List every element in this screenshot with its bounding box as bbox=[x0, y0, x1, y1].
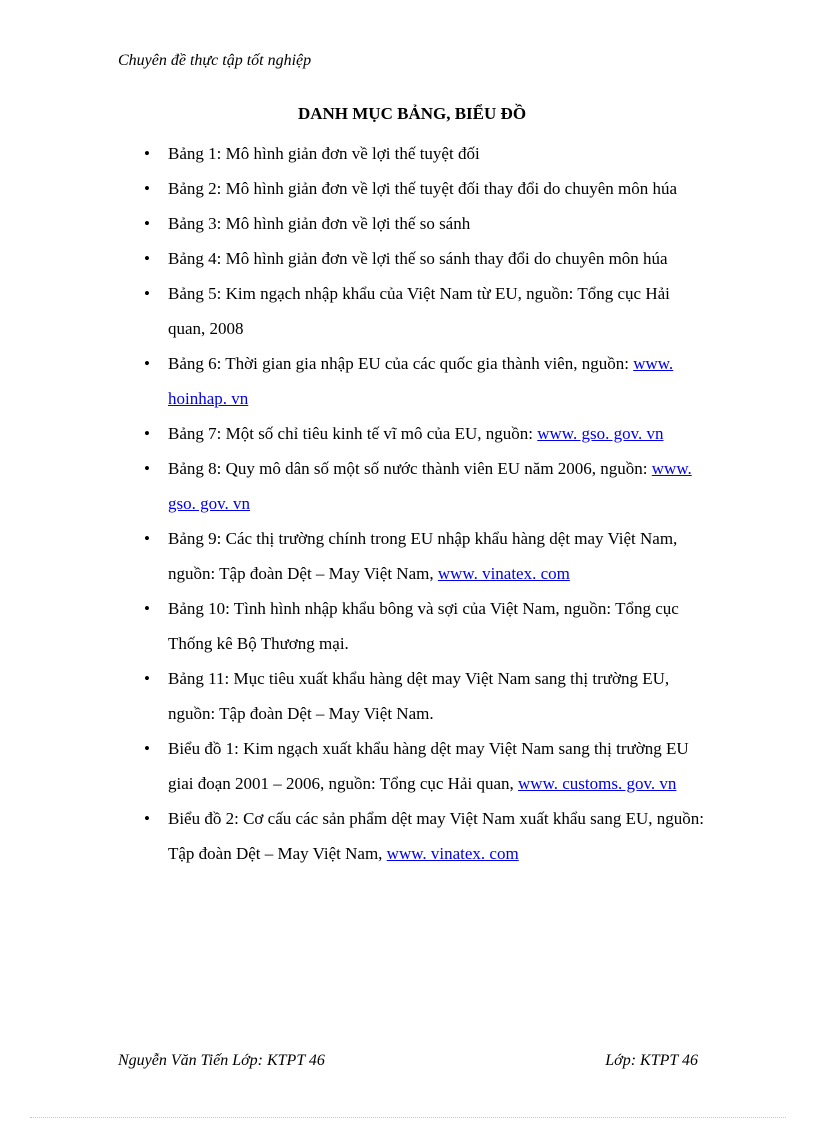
source-link[interactable]: www. vinatex. com bbox=[437, 564, 570, 583]
list-item-text: Bảng 9: Các thị trường chính trong EU nhập khẩu hàng dệt may Việt Nam, nguồn: Tập đoàn Dệt – May Việt Nam, bbox=[168, 529, 678, 583]
list-item bbox=[168, 416, 708, 451]
page-header: Chuyên đề thực tập tốt nghiệp bbox=[118, 52, 312, 69]
source-link[interactable]: www. vinatex. com bbox=[386, 844, 519, 863]
source-link[interactable]: www. hoinhap. vn bbox=[168, 354, 674, 408]
list-item-text: Bảng 1: Mô hình giản đơn về lợi thế tuyệt đối bbox=[168, 144, 480, 163]
list-item-text: Biểu đồ 1: Kim ngạch xuất khẩu hàng dệt may Việt Nam sang thị trường EU giai đoạn 2001 – 2006, nguồn: Tổng cục Hải quan, bbox=[168, 739, 689, 793]
list-item bbox=[168, 661, 708, 731]
footer-class: Lớp: KTPT 46 bbox=[605, 1052, 698, 1069]
list-item-text: Bảng 4: Mô hình giản đơn về lợi thế so sánh thay đổi do chuyên môn húa bbox=[168, 249, 668, 268]
list-item bbox=[168, 206, 708, 241]
list-item-text: Bảng 3: Mô hình giản đơn về lợi thế so sánh bbox=[168, 214, 471, 233]
list-item bbox=[168, 591, 708, 661]
list-item-text: Bảng 8: Quy mô dân số một số nước thành viên EU năm 2006, nguồn: bbox=[168, 459, 652, 478]
list-item-text: Bảng 7: Một số chỉ tiêu kinh tế vĩ mô của EU, nguồn: bbox=[168, 424, 538, 443]
list-item-text: Biểu đồ 2: Cơ cấu các sản phẩm dệt may Việt Nam xuất khẩu sang EU, nguồn: Tập đoàn Dệt – May Việt Nam, bbox=[168, 809, 704, 863]
source-link[interactable]: www. customs. gov. vn bbox=[518, 774, 677, 793]
list-item-text: Bảng 2: Mô hình giản đơn về lợi thế tuyệt đối thay đổi do chuyên môn húa bbox=[168, 179, 678, 198]
footer-author: Nguyễn Văn Tiến Lớp: KTPT 46 bbox=[118, 1052, 325, 1069]
list-item-text: Bảng 6: Thời gian gia nhập EU của các quốc gia thành viên, nguồn: bbox=[168, 354, 634, 373]
list-item bbox=[168, 136, 708, 171]
list-item bbox=[168, 346, 708, 416]
list-item bbox=[168, 276, 708, 346]
source-link[interactable]: www. gso. gov. vn bbox=[168, 459, 692, 513]
list-item-text: Bảng 10: Tình hình nhập khẩu bông và sợi của Việt Nam, nguồn: Tổng cục Thống kê Bộ Thương mại. bbox=[168, 599, 679, 653]
list-item-text: Bảng 11: Mục tiêu xuất khẩu hàng dệt may Việt Nam sang thị trường EU, nguồn: Tập đoàn Dệt – May Việt Nam. bbox=[168, 669, 670, 723]
list-item-text: Bảng 5: Kim ngạch nhập khẩu của Việt Nam từ EU, nguồn: Tổng cục Hải quan, 2008 bbox=[168, 284, 670, 338]
list-item bbox=[168, 731, 708, 801]
table-list bbox=[168, 136, 708, 871]
list-item bbox=[168, 801, 708, 871]
page-title: DANH MỤC BẢNG, BIỂU ĐỒ bbox=[297, 104, 527, 123]
source-link[interactable]: www. gso. gov. vn bbox=[537, 424, 664, 443]
page-bottom-divider bbox=[30, 1117, 786, 1118]
list-item bbox=[168, 241, 708, 276]
list-item bbox=[168, 451, 708, 521]
list-item bbox=[168, 171, 708, 206]
list-item bbox=[168, 521, 708, 591]
